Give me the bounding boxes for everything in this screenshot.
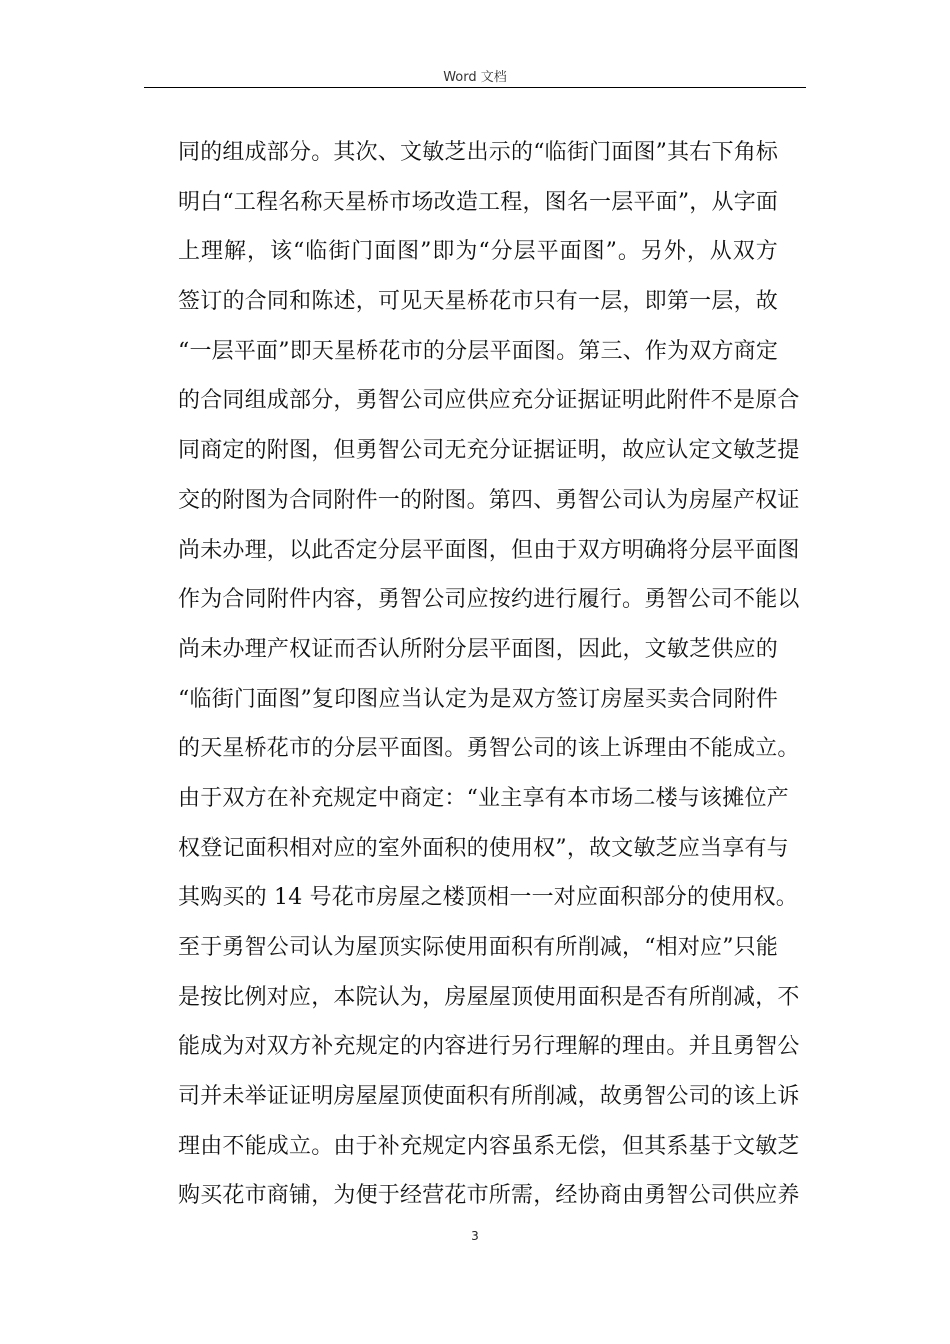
body-line: 交的附图为合同附件一的附图。第四、勇智公司认为房屋产权证 xyxy=(178,487,800,513)
body-line: 购买花市商铺，为便于经营花市所需，经协商由勇智公司供应养 xyxy=(178,1183,800,1209)
body-line: 明白“工程名称天星桥市场改造工程，图名一层平面”，从字面 xyxy=(178,189,779,215)
body-line: 权登记面积相对应的室外面积的使用权”，故文敏芝应当享有与 xyxy=(178,835,789,861)
body-line: 能成为对双方补充规定的内容进行另行理解的理由。并且勇智公 xyxy=(178,1034,800,1060)
body-line: “一层平面”即天星桥花市的分层平面图。第三、作为双方商定 xyxy=(178,338,779,364)
body-line: 的天星桥花市的分层平面图。勇智公司的该上诉理由不能成立。 xyxy=(178,736,800,762)
body-line: 尚未办理产权证而否认所附分层平面图，因此，文敏芝供应的 xyxy=(178,636,778,662)
body-line: “临街门面图”复印图应当认定为是双方签订房屋买卖合同附件 xyxy=(178,686,779,712)
body-line: 司并未举证证明房屋屋顶使面积有所削减，故勇智公司的该上诉 xyxy=(178,1084,800,1110)
body-line: 尚未办理，以此否定分层平面图，但由于双方明确将分层平面图 xyxy=(178,537,800,563)
body-line: 至于勇智公司认为屋顶实际使用面积有所削减，“相对应”只能 xyxy=(178,935,779,960)
page-number: 3 xyxy=(471,1229,479,1243)
body-line: 同的组成部分。其次、文敏芝出示的“临街门面图”其右下角标 xyxy=(178,140,779,165)
body-line: 同商定的附图，但勇智公司无充分证据证明，故应认定文敏芝提 xyxy=(178,438,800,464)
body-line: 上理解，该“临街门面图”即为“分层平面图”。另外，从双方 xyxy=(178,239,778,265)
body-line: 理由不能成立。由于补充规定内容虽系无偿，但其系基于文敏芝 xyxy=(178,1133,800,1159)
header-divider xyxy=(144,87,806,88)
body-line: 作为合同附件内容，勇智公司应按约进行履行。勇智公司不能以 xyxy=(178,587,800,613)
body-line: 签订的合同和陈述，可见天星桥花市只有一层，即第一层，故 xyxy=(178,289,778,315)
body-line: 的合同组成部分，勇智公司应供应充分证据证明此附件不是原合 xyxy=(178,388,800,414)
body-line: 其购买的 14 号花市房屋之楼顶相一一对应面积部分的使用权。 xyxy=(178,885,798,911)
document-body xyxy=(178,128,800,1221)
body-line: 由于双方在补充规定中商定：“业主享有本市场二楼与该摊位产 xyxy=(178,785,789,811)
page-header: Word 文档 xyxy=(443,70,507,85)
body-line: 是按比例对应，本院认为，房屋屋顶使用面积是否有所削减，不 xyxy=(178,984,800,1010)
